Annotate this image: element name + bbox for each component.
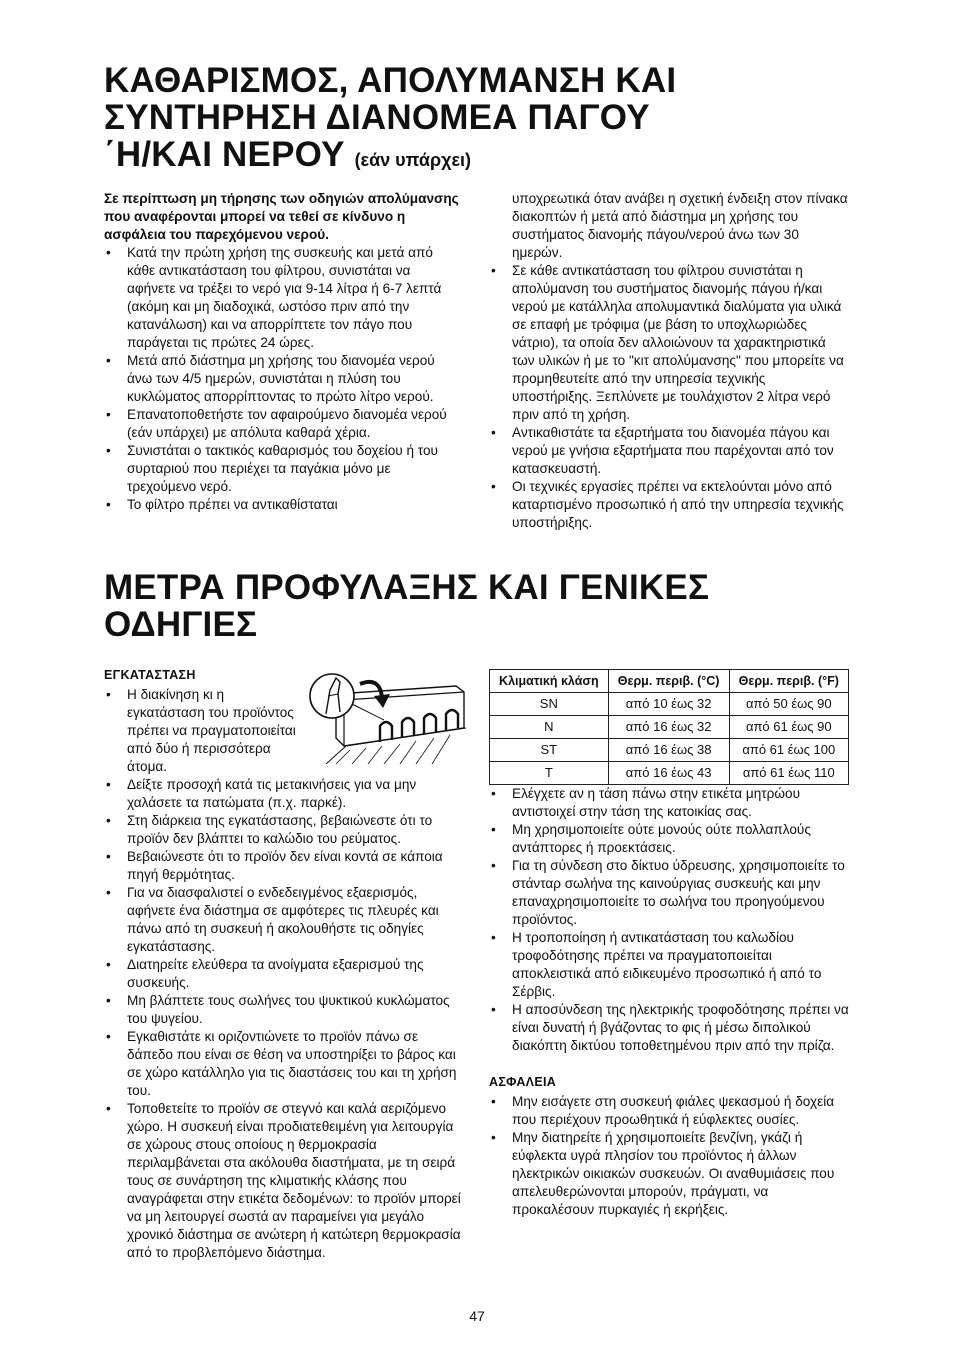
section2-title-line: ΟΔΗΓΙΕΣ <box>104 605 258 644</box>
list-item: • Η τροποποίηση ή αντικατάσταση του καλωδίου τροφοδότησης πρέπει να πραγματοποιείται αποκλειστικά από ειδικευμένο προσωπικό ή από το Σέρβις. <box>489 929 849 1001</box>
table-cell: N <box>490 716 609 739</box>
section1-title-line: ΣΥΝΤΗΡΗΣΗ ΔΙΑΝΟΜΕΑ ΠΑΓΟΥ <box>104 98 650 137</box>
table-cell: από 61 έως 100 <box>729 739 848 762</box>
list-item: • Κατά την πρώτη χρήση της συσκευής και μετά από κάθε αντικατάσταση του φίλτρου, συνιστάται να αφήνετε να τρέξει το νερό για 9-14 λίτρα ή 6-7 λεπτά (ακόμη και μη διαδοχικά, ωστόσο πριν από την κατανάλωση) και να απορρίπτετε τον πάγο που παράγεται τις πρώτες 24 ώρες. <box>104 244 462 352</box>
table-header: Κλιματική κλάση <box>490 670 609 693</box>
install-list <box>104 686 466 1262</box>
section2-left-column <box>104 666 466 1262</box>
table-cell: από 61 έως 90 <box>729 716 848 739</box>
list-item: • Συνιστάται ο τακτικός καθαρισμός του δοχείου ή του συρταριού που περιέχει τα παγάκια μόνο με τρεχούμενο νερό. <box>104 442 462 496</box>
section1-left-column <box>104 190 462 514</box>
list-item: • Στη διάρκεια της εγκατάστασης, βεβαιώνεστε ότι το προϊόν δεν βλάπτει το καλώδιο του ρεύματος. <box>104 812 466 848</box>
filter-continuation-text: υποχρεωτικά όταν ανάβει η σχετική ένδειξη στον πίνακα διακοπτών ή μετά από διάστημα μη χρήσης του συστήματος διανομής πάγου/νερού άνω των 30 ημερών. <box>512 191 848 260</box>
list-item: • Σε κάθε αντικατάσταση του φίλτρου συνιστάται η απολύμανση του συστήματος διανομής πάγου ή/και νερού με κατάλληλα απολυμαντικά διαλύματα για υλικά σε επαφή με τρόφιμα (με βάση το υποχλωριώδες νάτριο), τα οποία δεν αλλοιώνουν τα χαρακτηριστικά των υλικών ή με το "κιτ απολύμανσης" που μπορείτε να προμηθευτείτε από την υπηρεσία τεχνικής υποστήριξης. Ξεπλύνετε με τουλάχιστον 2 λίτρα νερό πριν από τη χρήση. <box>489 262 849 424</box>
climate-class-table <box>489 669 849 785</box>
section2-title-line: ΜΕΤΡΑ ΠΡΟΦΥΛΑΞΗΣ ΚΑΙ ΓΕΝΙΚΕΣ <box>104 568 710 607</box>
list-item: • Επανατοποθετήστε τον αφαιρούμενο διανομέα νερού (εάν υπάρχει) με απόλυτα καθαρά χέρια. <box>104 406 462 442</box>
section1-right-column <box>489 190 849 532</box>
table-cell: ST <box>490 739 609 762</box>
list-item: • Ελέγχετε αν η τάση πάνω στην ετικέτα μητρώου αντιστοιχεί στην τάση της κατοικίας σας. <box>489 785 849 821</box>
section1-title-note: (εάν υπάρχει) <box>354 150 472 170</box>
table-row <box>490 716 849 739</box>
electrical-list <box>489 785 849 1055</box>
table-cell: από 10 έως 32 <box>608 693 729 716</box>
list-item: • Η αποσύνδεση της ηλεκτρικής τροφοδότησης πρέπει να είναι δυνατή ή βγάζοντας το φις ή μέσω διπολικού διακόπτη δικτύου τοποθετημένου πριν από την πρίζα. <box>489 1001 849 1055</box>
table-cell: από 16 έως 38 <box>608 739 729 762</box>
list-item: • Οι τεχνικές εργασίες πρέπει να εκτελούνται μόνο από καταρτισμένο προσωπικό ή από την υπηρεσία τεχνικής υποστήριξης. <box>489 478 849 532</box>
page-number: 47 <box>469 1308 485 1324</box>
table-row <box>490 739 849 762</box>
table-cell: από 61 έως 110 <box>729 762 848 785</box>
table-cell: από 16 έως 32 <box>608 716 729 739</box>
list-item: • Εγκαθιστάτε κι οριζοντιώνετε το προϊόν πάνω σε δάπεδο που είναι σε θέση να υποστηρίξει το βάρος και σε χώρο κατάλληλο για τις διαστάσεις του και τη χρήση του. <box>104 1028 466 1100</box>
list-item: • Διατηρείτε ελεύθερα τα ανοίγματα εξαερισμού της συσκευής. <box>104 956 466 992</box>
list-item: • Τοποθετείτε το προϊόν σε στεγνό και καλά αεριζόμενο χώρο. Η συσκευή είναι προδιατεθειμένη για λειτουργία σε χώρους στους οποίους η θερμοκρασία περιλαμβάνεται στα ακόλουθα διαστήματα, με τη σειρά τους σε συνάρτηση της κλιματικής κλάσης που αναγράφεται στην ετικέτα δεδομένων: το προϊόν μπορεί να μη λειτουργεί σωστά αν παραμείνει για μεγάλο χρονικό διάστημα σε ανώτερη ή κατώτερη θερμοκρασία από το προβλεπόμενο διάστημα. <box>104 1100 466 1262</box>
list-item: • Μη βλάπτετε τους σωλήνες του ψυκτικού κυκλώματος του ψυγείου. <box>104 992 466 1028</box>
section1-title-line: ΚΑΘΑΡΙΣΜΟΣ, ΑΠΟΛΥΜΑΝΣΗ ΚΑΙ <box>104 61 677 100</box>
table-cell: από 50 έως 90 <box>729 693 848 716</box>
list-item: • Μην διατηρείτε ή χρησιμοποιείτε βενζίνη, γκάζι ή εύφλεκτα υγρά πλησίον του προϊόντος ή άλλων ηλεκτρικών οικιακών συσκευών. Οι αναθυμιάσεις που απελευθερώνονται μπορούν, πράγματι, να προκαλέσουν πυρκαγιές ή εκρήξεις. <box>489 1129 849 1219</box>
section1-title-line: ΄Η/ΚΑΙ ΝΕΡΟΥ (εάν υπάρχει) <box>104 135 472 174</box>
table-header: Θερμ. περιβ. (°C) <box>608 670 729 693</box>
list-item: • Η διακίνηση κι η εγκατάσταση του προϊόντος πρέπει να πραγματοποιείται από δύο ή περισσότερα άτομα. <box>104 686 303 776</box>
section1-left-list <box>104 244 462 514</box>
table-cell: SN <box>490 693 609 716</box>
install-heading: ΕΓΚΑΤΑΣΤΑΣΗ <box>104 668 196 682</box>
safety-list <box>489 1093 849 1219</box>
safety-heading: ΑΣΦΑΛΕΙΑ <box>489 1075 557 1089</box>
section1-right-list <box>489 262 849 532</box>
table-row <box>490 693 849 716</box>
table-cell: από 16 έως 43 <box>608 762 729 785</box>
section2-right-column <box>489 669 849 1219</box>
section1-title <box>104 62 676 179</box>
list-item: • Αντικαθιστάτε τα εξαρτήματα του διανομέα πάγου και νερού με γνήσια εξαρτήματα που παρέχονται από τον κατασκευαστή. <box>489 424 849 478</box>
list-item: • Για να διασφαλιστεί ο ενδεδειγμένος εξαερισμός, αφήνετε ένα διάστημα σε αμφότερες τις πλευρές και πάνω από τη συσκευή ή ακολουθήστε τις οδηγίες εγκατάστασης. <box>104 884 466 956</box>
list-item: • Δείξτε προσοχή κατά τις μετακινήσεις για να μην χαλάσετε τα πατώματα (π.χ. παρκέ). <box>104 776 466 812</box>
disinfection-warning: Σε περίπτωση μη τήρησης των οδηγιών απολύμανσης που αναφέρονται μπορεί να τεθεί σε κίνδυνο η ασφάλεια του παρεχόμενου νερού. <box>104 191 459 242</box>
list-item: • Μη χρησιμοποιείτε ούτε μονούς ούτε πολλαπλούς αντάπτορες ή προεκτάσεις. <box>489 821 849 857</box>
list-item: • Μην εισάγετε στη συσκευή φιάλες ψεκασμού ή δοχεία που περιέχουν προωθητικά ή εύφλεκτες ουσίες. <box>489 1093 849 1129</box>
table-cell: T <box>490 762 609 785</box>
table-header: Θερμ. περιβ. (°F) <box>729 670 848 693</box>
list-item: • Το φίλτρο πρέπει να αντικαθίσταται <box>104 496 462 514</box>
list-item: • Βεβαιώνεστε ότι το προϊόν δεν είναι κοντά σε κάποια πηγή θερμότητας. <box>104 848 466 884</box>
table-row <box>490 762 849 785</box>
list-item: • Μετά από διάστημα μη χρήσης του διανομέα νερού άνω των 4/5 ημερών, συνιστάται η πλύση του κυκλώματος απορρίπτοντας το πρώτο λίτρο νερού. <box>104 352 462 406</box>
section2-title <box>104 569 709 643</box>
table-header-row <box>490 670 849 693</box>
list-item: • Για τη σύνδεση στο δίκτυο ύδρευσης, χρησιμοποιείτε το στάνταρ σωλήνα της καινούργιας συσκευής και μην επαναχρησιμοποιείτε το σωλήνα του προηγούμενου προϊόντος. <box>489 857 849 929</box>
